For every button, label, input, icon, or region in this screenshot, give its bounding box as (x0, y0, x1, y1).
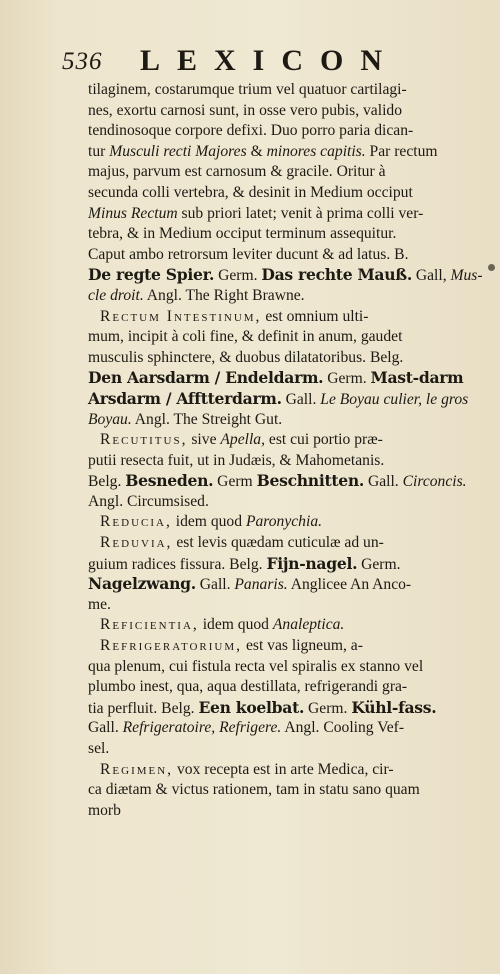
text-line (88, 657, 458, 678)
text-line (88, 554, 458, 575)
text-line (88, 121, 458, 142)
text-run: tendinosoque corpore defixi. Duo porro paria dican- (88, 122, 414, 140)
text-line (88, 595, 458, 616)
text-line (88, 142, 458, 163)
text-line (88, 636, 458, 657)
text-run: Gall. (281, 390, 321, 408)
entry-headword: Reficientia, (100, 616, 199, 634)
text-line (88, 677, 458, 698)
text-run: majus, parvum est carnosum & gracile. Oritur à (88, 163, 386, 181)
italic-run: Refrigeratoire, Refrigere. (122, 719, 282, 737)
text-line (88, 388, 469, 410)
text-line (88, 286, 458, 307)
text-run: secunda colli vertebra, & desinit in Medium occiput (88, 183, 413, 201)
text-run: Angl. The Streight Gut. (131, 410, 283, 428)
text-line (88, 739, 458, 760)
blackletter-run: Arsdarm / Afftterdarm. (88, 388, 282, 408)
text-line (88, 265, 483, 286)
text-run: Gall. (88, 719, 123, 737)
text-run: tia perfluit. Belg. (88, 699, 199, 717)
text-run: Angl. The Right Brawne. (143, 286, 305, 304)
text-line (88, 245, 458, 266)
italic-run: Le Boyau culier, le gros (320, 390, 469, 408)
text-line (88, 492, 458, 513)
text-line (88, 780, 458, 801)
blackletter-run: Kühl-fass. (351, 697, 437, 717)
text-line (88, 718, 458, 739)
text-line (88, 162, 458, 183)
blackletter-run: Den Aarsdarm / Endeldarm. (88, 368, 324, 388)
text-run: Belg. (88, 473, 126, 491)
text-line (88, 760, 458, 781)
text-run: idem quod (171, 513, 246, 531)
text-line (88, 307, 458, 328)
text-run: est omnium ulti- (261, 307, 369, 325)
text-run: me. (88, 595, 111, 613)
italic-run: Musculi recti Majores (109, 142, 247, 160)
blackletter-run: Beschnitten. (256, 471, 365, 491)
blackletter-run: Fijn-nagel. (266, 553, 358, 573)
text-run: plumbo inest, qua, aqua destillata, refrigerandi gra- (88, 678, 408, 696)
text-run: nes, exortu carnosi sunt, in osse vero pubis, valido (88, 101, 402, 119)
italic-run: Paronychia. (245, 513, 323, 531)
text-run: est cui portio præ- (265, 431, 383, 449)
text-run: Germ. (214, 267, 262, 285)
text-line (88, 204, 458, 225)
italic-run: Apella, (220, 431, 265, 449)
page-header (0, 36, 500, 76)
text-line (88, 512, 458, 533)
text-run: Germ. (304, 699, 352, 717)
blackletter-run: Mast-darm (370, 368, 464, 388)
text-line (88, 471, 467, 492)
blackletter-run: Een koelbat. (198, 697, 305, 717)
text-run: sub priori latet; venit à prima colli ver- (177, 204, 424, 222)
text-line (88, 801, 458, 822)
text-run: idem quod (198, 616, 273, 634)
text-line (88, 430, 458, 451)
text-run: qua plenum, cui fistula recta vel spiralis ex stanno vel (88, 657, 424, 675)
text-run: est levis quædam cuticulæ ad un- (172, 534, 384, 552)
text-run: sel. (88, 740, 110, 757)
text-run: Germ. (357, 555, 401, 573)
text-line (88, 410, 458, 431)
entry-headword: Recutitus, (100, 431, 188, 449)
text-run: guium radices fissura. Belg. (88, 555, 267, 573)
italic-run: Circoncis. (402, 473, 467, 491)
text-line (88, 224, 458, 245)
text-run: Par rectum (365, 142, 438, 160)
page-number: 536 (62, 48, 103, 75)
text-run: Germ (213, 473, 257, 491)
text-run: morb (88, 801, 121, 819)
text-run: Gall. (364, 473, 403, 491)
text-run: tur (88, 142, 110, 160)
blackletter-run: Nagelzwang. (88, 574, 196, 594)
lexicon-text-block (88, 80, 483, 821)
text-run: ca diætam & victus rationem, tam in statu sano quam (88, 781, 420, 799)
text-run: putii resecta fuit, ut in Judæis, & Mahometanis. (88, 451, 385, 469)
text-run: sive (187, 431, 221, 449)
italic-run: Minus Rectum (88, 204, 178, 222)
text-line (88, 327, 458, 348)
entry-headword: Reduvia, (100, 534, 173, 552)
text-run: Caput ambo retrorsum leviter ducunt & ad latus. B. (88, 245, 409, 263)
text-line (88, 368, 464, 389)
text-line (88, 574, 458, 595)
blackletter-run: De regte Spier. (88, 265, 215, 285)
italic-run: minores capitis. (266, 142, 366, 160)
text-run: tebra, & in Medium occiput terminum assequitur. (88, 225, 397, 243)
running-head: LEXICON (140, 44, 400, 77)
text-run: vox recepta est in arte Medica, cir- (173, 760, 394, 778)
italic-run: Boyau. (88, 410, 132, 428)
italic-run: Panaris. (234, 576, 288, 594)
text-line (88, 451, 458, 472)
text-run: Anglicee An Anco- (287, 576, 412, 594)
text-line (88, 615, 458, 636)
entry-headword: Regimen, (100, 760, 174, 778)
text-run: Gall, (411, 267, 451, 285)
entry-headword: Reducia, (100, 513, 172, 531)
text-run: & (246, 142, 267, 160)
text-line (88, 698, 458, 719)
text-run: Angl. Circumsised. (88, 492, 209, 510)
text-run: Germ. (323, 370, 371, 388)
text-run: Angl. Cooling Vef- (281, 719, 405, 737)
italic-run: Mus- (450, 267, 483, 285)
entry-headword: Rectum Intestinum, (100, 307, 262, 325)
text-line (88, 533, 458, 554)
text-run: musculis sphinctere, & duobus dilatatoribus. Belg. (88, 348, 404, 366)
blackletter-run: Besneden. (125, 471, 214, 491)
italic-run: cle droit. (88, 286, 144, 304)
italic-run: Analeptica. (272, 616, 345, 634)
blackletter-run: Das rechte Mauß. (261, 265, 412, 285)
text-run: tilaginem, costarumque trium vel quatuor cartilagi- (88, 81, 407, 98)
text-line (88, 101, 458, 122)
text-run: mum, incipit à coli fine, & definit in anum, gaudet (88, 328, 403, 346)
entry-headword: Refrigeratorium, (100, 637, 243, 655)
text-line (88, 348, 458, 369)
text-run: est vas ligneum, a- (242, 637, 363, 655)
text-line (88, 183, 458, 204)
text-run: Gall. (195, 576, 235, 594)
text-line (88, 80, 458, 101)
ink-spot (488, 264, 495, 271)
